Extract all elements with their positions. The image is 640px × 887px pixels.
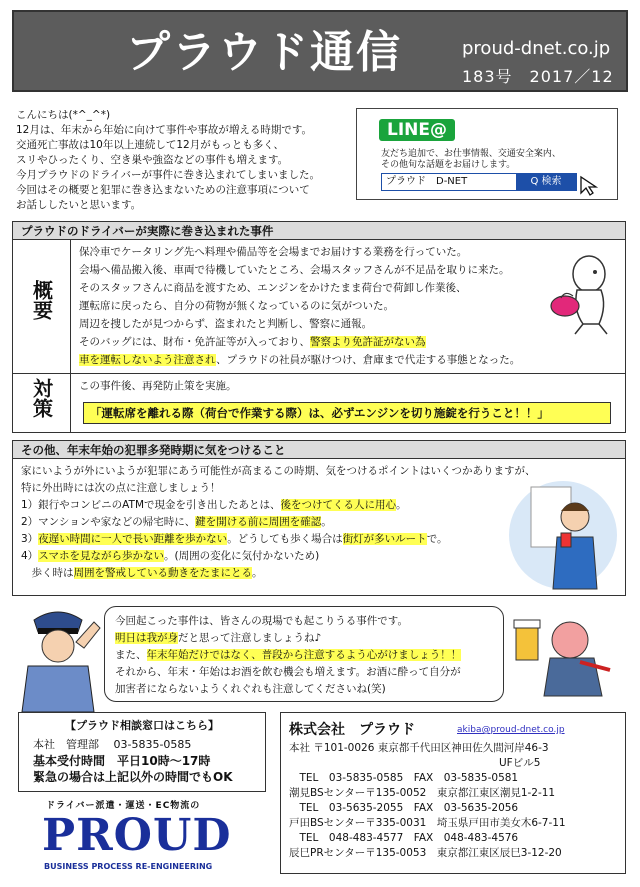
consultation-phone[interactable]: 本社 管理部 03-5835-0585: [33, 738, 192, 751]
case-line: [79, 352, 520, 370]
intro-text: [16, 108, 346, 213]
advice-speech-bubble: [104, 606, 504, 702]
advice-line: [115, 647, 461, 664]
crime-text-span: 。(周囲の変化に気付かないため): [163, 550, 320, 562]
crime-text-span: 歩く時は: [21, 567, 74, 579]
crime-highlight: 夜遅い時間に一人で長い距離を歩かない: [38, 533, 228, 545]
line-search-input[interactable]: [381, 173, 577, 191]
crime-point-5: [21, 565, 536, 582]
website-url[interactable]: proud-dnet.co.jp: [462, 38, 611, 59]
crime-highlight: スマホを見ながら歩かない: [38, 550, 164, 562]
advice-highlight: 年末年始だけではなく、普段から注意するよう心がけましょう！！: [146, 649, 462, 661]
intro-line: こんにちは(*^_^*): [16, 109, 111, 121]
police-officer-illustration: [14, 602, 102, 712]
case-section: [12, 221, 626, 433]
crime-point-1: [21, 497, 536, 514]
line-search-value: プラウド D-NET: [386, 176, 468, 187]
company-line: 戸田BSセンター〒335-0031 埼玉県戸田市美女木6-7-11: [289, 817, 566, 829]
company-line: 辰巳PRセンター〒135-0053 東京都江東区辰巳3-12-20: [289, 847, 562, 859]
thief-illustration: [543, 250, 619, 336]
proud-logo: [28, 798, 248, 878]
summary-label: [13, 240, 71, 373]
intro-line: 交通死亡事故は10年以上連続して12月がもっとも多く、: [16, 139, 285, 151]
advice-text-span: また、: [115, 649, 147, 661]
crime-text-span: で。: [426, 533, 448, 545]
intro-line: スリやひったくり、空き巣や強盗などの事件も増えます。: [16, 154, 289, 166]
consultation-emergency: 緊急の場合は上記以外の時間でもOK: [33, 770, 233, 784]
company-line: UFビル5: [289, 757, 541, 769]
advice-highlight: 明日は我が身: [115, 632, 178, 644]
crime-intro-line: 家にいようが外にいようが犯罪にあう可能性が高まるこの時期、気をつけるポイントはいくつかありますが、: [21, 465, 536, 477]
crime-highlight: 街灯が多いルート: [342, 533, 427, 545]
line-desc-line: 友だち追加で、お仕事情報、交通安全案内、: [381, 149, 561, 159]
company-addresses: [289, 741, 566, 861]
company-line: 本社 〒101-0026 東京都千代田区神田佐久間河岸46-3: [289, 742, 549, 754]
case-line: 保冷車でケータリング先へ料理や備品等を会場までお届けする業務を行っていた。: [79, 246, 468, 258]
case-line: 周辺を捜したが見つからず、盗まれたと判断し、警察に通報。: [79, 318, 373, 330]
consultation-hours: 基本受付時間 平日10時〜17時: [33, 754, 211, 768]
cursor-arrow-icon: [579, 175, 601, 197]
measure-label-text: 対策: [29, 378, 54, 418]
intro-line: お話ししたいと思います。: [16, 199, 142, 211]
crime-text-span: 。: [321, 516, 332, 528]
newsletter-title: プラウド通信: [126, 27, 402, 78]
advice-text-span: だと思って注意しましょうね♪: [178, 632, 322, 644]
crime-highlight: 周囲を警戒している動きをたまにとる: [73, 567, 252, 579]
crime-text-span: 。: [252, 567, 263, 579]
case-line: [79, 334, 426, 352]
logo-subtitle: BUSINESS PROCESS RE-ENGINEERING: [44, 862, 213, 871]
crime-point-4: [21, 548, 536, 565]
crime-point-2: [21, 514, 536, 531]
case-measure: [13, 374, 625, 432]
case-line-highlight: 警察より免許証がない為: [310, 336, 426, 348]
header-banner: [12, 10, 628, 92]
case-line: 会場へ備品搬入後、車両で待機していたところ、会場スタッフさんが不足品を取りに来た。: [79, 264, 510, 276]
measure-rule-box: 「運転席を離れる際（荷台で作業する際）は、必ずエンジンを切り施錠を行うこと！！」: [83, 402, 611, 424]
company-line: TEL 03-5835-0585 FAX 03-5835-0581: [289, 772, 519, 784]
consultation-body: [33, 737, 233, 785]
line-promo-box: [356, 108, 618, 200]
drunk-man-illustration: [510, 600, 626, 700]
issue-number: 183号 2017／12: [462, 67, 614, 86]
summary-label-text: 概要: [29, 280, 54, 320]
case-line-text: そのバッグには、財布・免許証等が入っており、: [79, 336, 310, 348]
crime-point-3: [21, 531, 536, 548]
crime-text: [21, 463, 536, 582]
crime-text-span: 2）マンションや家などの帰宅時に、: [21, 516, 196, 528]
company-line: TEL 03-5635-2055 FAX 03-5635-2056: [289, 802, 519, 814]
intro-line: 今月プラウドのドライバーが事件に巻き込まれてしまいました。: [16, 169, 320, 181]
crime-heading: その他、年末年始の犯罪多発時期に気をつけること: [13, 441, 625, 459]
line-search-button[interactable]: Q 検索: [516, 174, 576, 190]
crime-text-span: 。どうしても歩く場合は: [227, 533, 343, 545]
line-logo: LINE@: [379, 119, 455, 141]
company-line: TEL 048-483-4577 FAX 048-483-4576: [289, 832, 519, 844]
crime-highlight: 鍵を開ける前に周囲を確認: [195, 516, 322, 528]
crime-section: [12, 440, 626, 596]
crime-intro-line: 特に外出時には次の点に注意しましょう！: [21, 482, 221, 494]
advice-line: 今回起こった事件は、皆さんの現場でも起こりうる事件です。: [115, 615, 408, 627]
logo-tagline: ドライバー派遣・運送・EC物流の: [46, 801, 201, 811]
consultation-box: [18, 712, 266, 792]
crime-highlight: 後をつけてくる人に用心: [280, 499, 397, 511]
logo-wordmark: PROUD: [42, 810, 232, 861]
crime-text-span: 3）: [21, 533, 39, 545]
company-email-link[interactable]: akiba@proud-dnet.co.jp: [457, 725, 565, 735]
case-line-text: 、プラウドの社員が駆けつけ、倉庫まで代走する事態となった。: [216, 354, 521, 366]
crime-text-span: 1）銀行やコンビニのATMで現金を引き出したあとは、: [21, 499, 281, 511]
intro-line: 12月は、年末から年始に向けて事件や事故が増える時期です。: [16, 124, 313, 136]
advice-text: [115, 613, 461, 698]
advice-line: 加害者にならないようくれぐれも注意してくださいね(笑): [115, 683, 386, 695]
consultation-title: 【プラウド相談窓口はこちら】: [65, 719, 219, 732]
advice-line: [115, 630, 461, 647]
case-summary: [13, 240, 625, 374]
line-desc-line: その他旬な話題をお届けします。: [381, 160, 516, 170]
company-line: 潮見BSセンター〒135-0052 東京都江東区潮見1-2-11: [289, 787, 556, 799]
crime-text-span: 。: [396, 499, 407, 511]
measure-label: [13, 374, 71, 432]
measure-line: この事件後、再発防止策を実施。: [79, 380, 237, 392]
case-line-highlight: 車を運転しないよう注意され: [79, 354, 217, 366]
case-line: そのスタッフさんに商品を渡すため、エンジンをかけたまま荷台で荷卸し作業後、: [79, 282, 467, 294]
phone-walker-illustration: [505, 477, 621, 593]
case-line: 運転席に戻ったら、自分の荷物が無くなっているのに気がついた。: [79, 300, 394, 312]
intro-line: 今回はその概要と犯罪に巻き込まないための注意事項について: [16, 184, 310, 196]
line-description: [381, 149, 581, 171]
company-name: 株式会社 プラウド: [289, 722, 415, 738]
crime-text-span: 4）: [21, 550, 39, 562]
company-info-box: [280, 712, 626, 874]
advice-line: それから、年末・年始はお酒を飲む機会も増えます。お酒に酔って自分が: [115, 666, 461, 678]
case-heading: プラウドのドライバーが実際に巻き込まれた事件: [13, 222, 625, 240]
